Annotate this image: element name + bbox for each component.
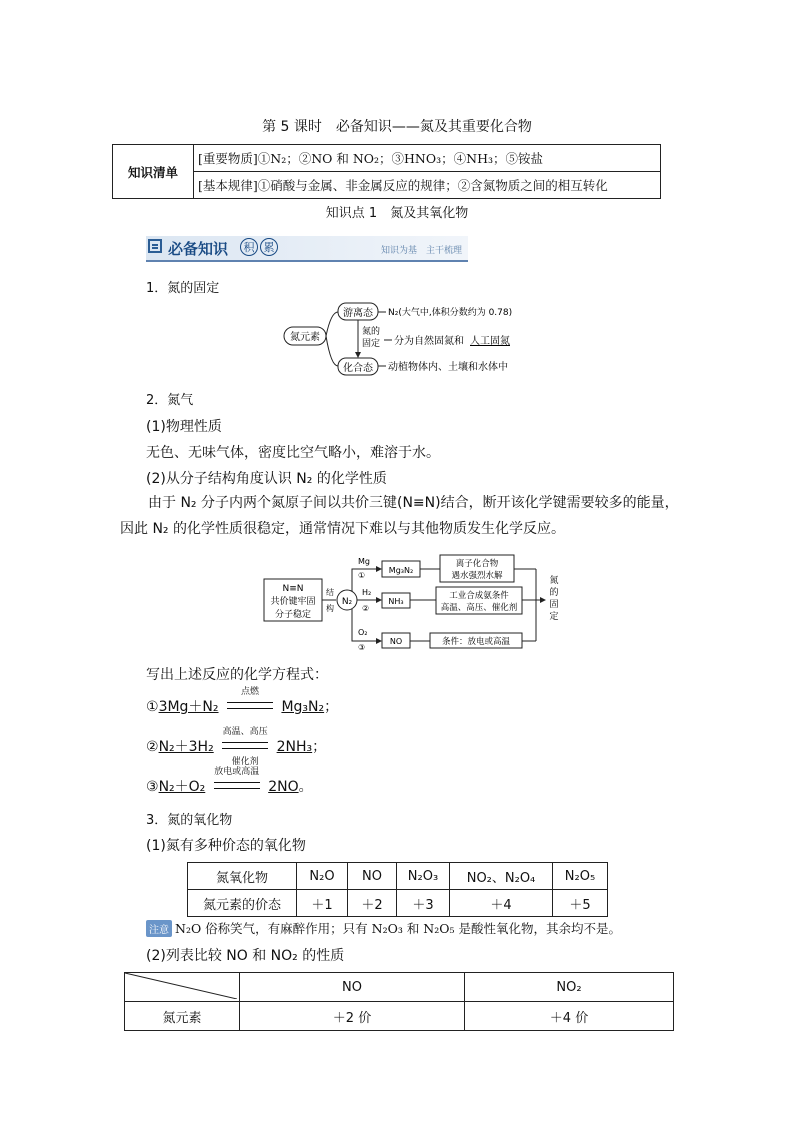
table-cell: N₂O₅ (553, 863, 608, 890)
diag2-r2-product: NH₃ (388, 597, 404, 606)
page-title: 第 5 课时 必备知识——氮及其重要化合物 (262, 119, 532, 135)
diag2-r2-reactant: H₂ (362, 588, 372, 597)
diag2-right-1: 氮 (549, 576, 559, 586)
diag2-right-2: 的 (549, 588, 559, 598)
table-cell: NO (240, 973, 465, 1002)
subsection-physical: (1)物理性质 (146, 419, 222, 435)
diag2-r1-product: Mg₃N₂ (388, 566, 414, 575)
eq2-lhs: N₂＋3H₂ (158, 739, 214, 755)
knowledge-point-heading: 知识点 1 氮及其氧化物 (325, 206, 469, 221)
note-line (146, 919, 621, 937)
diag2-center: N₂ (341, 597, 353, 607)
diag2-right-4: 定 (549, 612, 559, 622)
diag2-r1-note-2: 遇水强烈水解 (451, 571, 503, 581)
table-cell: ＋1 (297, 890, 348, 917)
subsection-valences: (1)氮有多种价态的氧化物 (146, 838, 306, 854)
diag2-r1-num: ① (358, 571, 366, 580)
eq3-cond-text: 放电或高温 (214, 767, 260, 777)
eq1-condition (227, 687, 273, 716)
table-cell: ＋5 (553, 890, 608, 917)
eq3-condition (214, 767, 260, 796)
table-cell: NO (348, 863, 397, 890)
book-icon (148, 239, 162, 253)
banner-char-2: 累 (260, 238, 278, 256)
diag2-left-1: N≡N (282, 584, 304, 594)
table-cell: NO₂ (465, 973, 674, 1002)
banner-title: 必备知识 (168, 240, 229, 258)
diag2-r2-note-1: 工业合成氨条件 (449, 591, 509, 601)
diag2-r1-note-1: 离子化合物 (455, 559, 499, 569)
table-cell: NO₂、N₂O₄ (450, 863, 553, 890)
note-text: N₂O 俗称笑气，有麻醉作用；只有 N₂O₃ 和 N₂O₅ 是酸性氧化物，其余均不是。 (175, 921, 621, 936)
essential-knowledge-banner (146, 236, 468, 262)
table-cell: 氮氧化物 (188, 863, 297, 890)
diag1-fix-1: 氮的 (362, 327, 381, 337)
knowledge-list-label: 知识清单 (113, 145, 194, 199)
banner-tagline: 知识为基 主干梳理 (380, 246, 462, 256)
basic-rules-row: [基本规律]①硝酸与金属、非金属反应的规律；②含氮物质之间的相互转化 (194, 172, 661, 199)
eq1-cond-text: 点燃 (240, 687, 259, 697)
eq1-num: ① (146, 699, 159, 715)
table-cell: ＋4 (450, 890, 553, 917)
equation-3 (146, 767, 313, 806)
table-row (125, 973, 674, 1002)
nitrogen-reactions-diagram (260, 553, 570, 653)
eq2-num: ② (146, 739, 159, 755)
diag2-right-3: 固 (549, 600, 559, 610)
table-cell: 氮元素 (125, 1002, 240, 1031)
section-3-heading: 3．氮的氧化物 (146, 813, 233, 828)
diag2-struct-2: 构 (326, 604, 334, 613)
knowledge-list-table (112, 144, 661, 199)
diag1-free-state: 游离态 (343, 308, 373, 319)
eq2-end: ； (312, 739, 327, 755)
table-row (188, 890, 608, 917)
diag1-free-note: N₂(大气中,体积分数约为 0.78) (388, 308, 513, 318)
table-cell: ＋4 价 (465, 1002, 674, 1031)
table-cell: ＋3 (397, 890, 450, 917)
physical-properties-text: 无色、无味气体，密度比空气略小，难溶于水。 (146, 445, 440, 461)
diag1-center: 氮元素 (290, 332, 320, 343)
eq2-rhs: 2NH₃ (276, 739, 313, 755)
diag2-r2-note-2: 高温、高压、催化剂 (440, 603, 518, 613)
diag1-fix-2: 固定 (362, 339, 381, 349)
diag2-r3-num: ③ (358, 643, 366, 652)
oxide-valence-table (187, 862, 608, 917)
table-cell: N₂O₃ (397, 863, 450, 890)
diag2-r2-num: ② (362, 604, 370, 613)
diag1-fix-note-underlined: 人工固氮 (470, 336, 510, 347)
diag2-r3-reactant: O₂ (358, 628, 368, 637)
table-row (125, 1002, 674, 1031)
chemical-properties-paragraph: 由于 N₂ 分子内两个氮原子间以共价三键(N≡N)结合，断开该化学键需要较多的能量，因此 N₂ 的化学性质很稳定，通常情况下难以与其他物质发生化学反应。 (120, 495, 679, 537)
table-cell: ＋2 (348, 890, 397, 917)
diag2-left-2: 共价键牢固 (270, 597, 316, 607)
equation-2 (146, 727, 327, 767)
diagonal-header-cell (125, 973, 240, 1002)
diag2-r1-reactant: Mg (358, 557, 370, 566)
no-no2-comparison-table (124, 972, 674, 1031)
table-cell: ＋2 价 (240, 1002, 465, 1031)
eq3-end: 。 (298, 779, 313, 795)
section-1-heading: 1．氮的固定 (146, 281, 220, 296)
diag2-struct-1: 结 (326, 588, 334, 597)
eq3-rhs: 2NO (268, 779, 299, 795)
section-2-heading: 2．氮气 (146, 393, 194, 408)
diag2-left-3: 分子稳定 (274, 610, 312, 620)
subsection-compare: (2)列表比较 NO 和 NO₂ 的性质 (146, 948, 345, 964)
write-equations-prompt: 写出上述反应的化学方程式： (146, 667, 328, 683)
banner-char-1: 积 (240, 238, 258, 256)
eq2-condition (222, 727, 268, 767)
diagonal-line (125, 973, 237, 999)
table-row (188, 863, 608, 890)
diag1-bound-state: 化合态 (343, 363, 373, 374)
diag2-r3-product: NO (389, 637, 403, 646)
table-cell: 氮元素的价态 (188, 890, 297, 917)
eq2-cond-top: 高温、高压 (222, 727, 268, 737)
diag1-fix-note: 分为自然固氮和 (394, 336, 464, 347)
equation-1 (146, 687, 339, 726)
eq3-lhs: N₂＋O₂ (158, 779, 206, 795)
subsection-chemical: (2)从分子结构角度认识 N₂ 的化学性质 (146, 471, 387, 487)
diag2-r3-note: 条件：放电或高温 (441, 637, 511, 647)
note-badge: 注意 (146, 920, 172, 937)
table-cell: N₂O (297, 863, 348, 890)
key-substances-row: [重要物质]①N₂；②NO 和 NO₂；③HNO₃；④NH₃；⑤铵盐 (194, 145, 661, 172)
eq3-num: ③ (146, 779, 159, 795)
eq1-end: ； (324, 699, 339, 715)
eq1-lhs: 3Mg＋N₂ (158, 699, 219, 715)
eq2-cond-bottom: 催化剂 (231, 757, 259, 767)
nitrogen-fixation-diagram (276, 298, 576, 380)
eq1-rhs: Mg₃N₂ (281, 699, 325, 715)
diag1-bound-note: 动植物体内、土壤和水体中 (388, 362, 508, 373)
